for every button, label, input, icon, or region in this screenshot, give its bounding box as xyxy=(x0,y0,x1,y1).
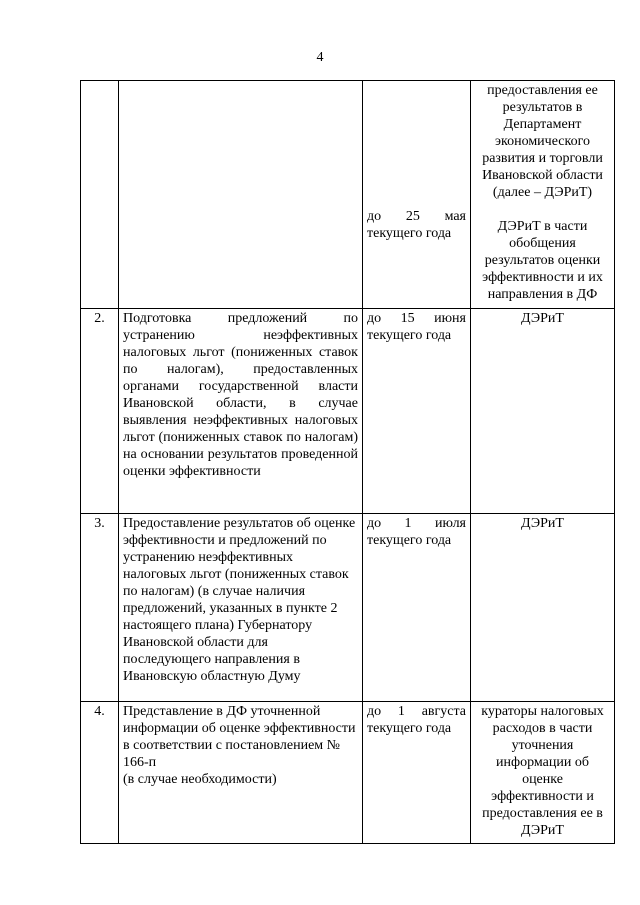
responsible-text-part2: ДЭРиТ в части обобщения результатов оценки эффективности и их направления в ДФ xyxy=(482,219,603,302)
action-cell xyxy=(119,81,363,309)
table-row xyxy=(81,81,615,309)
action-text-part1: Представление в ДФ уточненной информации об оценке эффективности в соответствии с постановлением № 166-п xyxy=(123,704,356,770)
plan-table xyxy=(80,80,615,844)
action-text-part2: (в случае необходимости) xyxy=(123,772,277,787)
page-number: 4 xyxy=(316,50,324,65)
deadline-cell: до 1 августа текущего года xyxy=(363,702,471,844)
table-row xyxy=(81,702,615,844)
row-number-cell xyxy=(81,81,119,309)
row-number-cell: 4. xyxy=(81,702,119,844)
row-number-cell: 3. xyxy=(81,514,119,702)
row-number-cell: 2. xyxy=(81,309,119,514)
deadline-cell: до 25 мая текущего года xyxy=(363,81,471,309)
responsible-cell: ДЭРиТ xyxy=(471,514,615,702)
action-cell: Предоставление результатов об оценке эффективности и предложений по устранению неэффективных налоговых льгот (пониженных ставок по налогам) (в случае наличия предложений, указанных в пункте 2 настоящего плана) Губернатору Ивановской области для последующего направления в Ивановскую областную Думу xyxy=(119,514,363,702)
deadline-cell: до 15 июня текущего года xyxy=(363,309,471,514)
table-row xyxy=(81,309,615,514)
responsible-cell: ДЭРиТ xyxy=(471,309,615,514)
action-cell xyxy=(119,702,363,844)
table-row xyxy=(81,514,615,702)
responsible-cell xyxy=(471,81,615,309)
responsible-text-part1: предоставления ее результатов в Департамент экономического развития и торговли Ивановской области (далее – ДЭРиТ) xyxy=(482,83,603,200)
responsible-cell: кураторы налоговых расходов в части уточнения информации об оценке эффективности и предоставления ее в ДЭРиТ xyxy=(471,702,615,844)
deadline-cell: до 1 июля текущего года xyxy=(363,514,471,702)
action-cell: Подготовка предложений по устранению неэффективных налоговых льгот (пониженных ставок по налогам), предоставленных органами государственной власти Ивановской области, в случае выявления неэффективных налоговых льгот (пониженных ставок по налогам) на основании результатов проведенной оценки эффективности xyxy=(119,309,363,514)
